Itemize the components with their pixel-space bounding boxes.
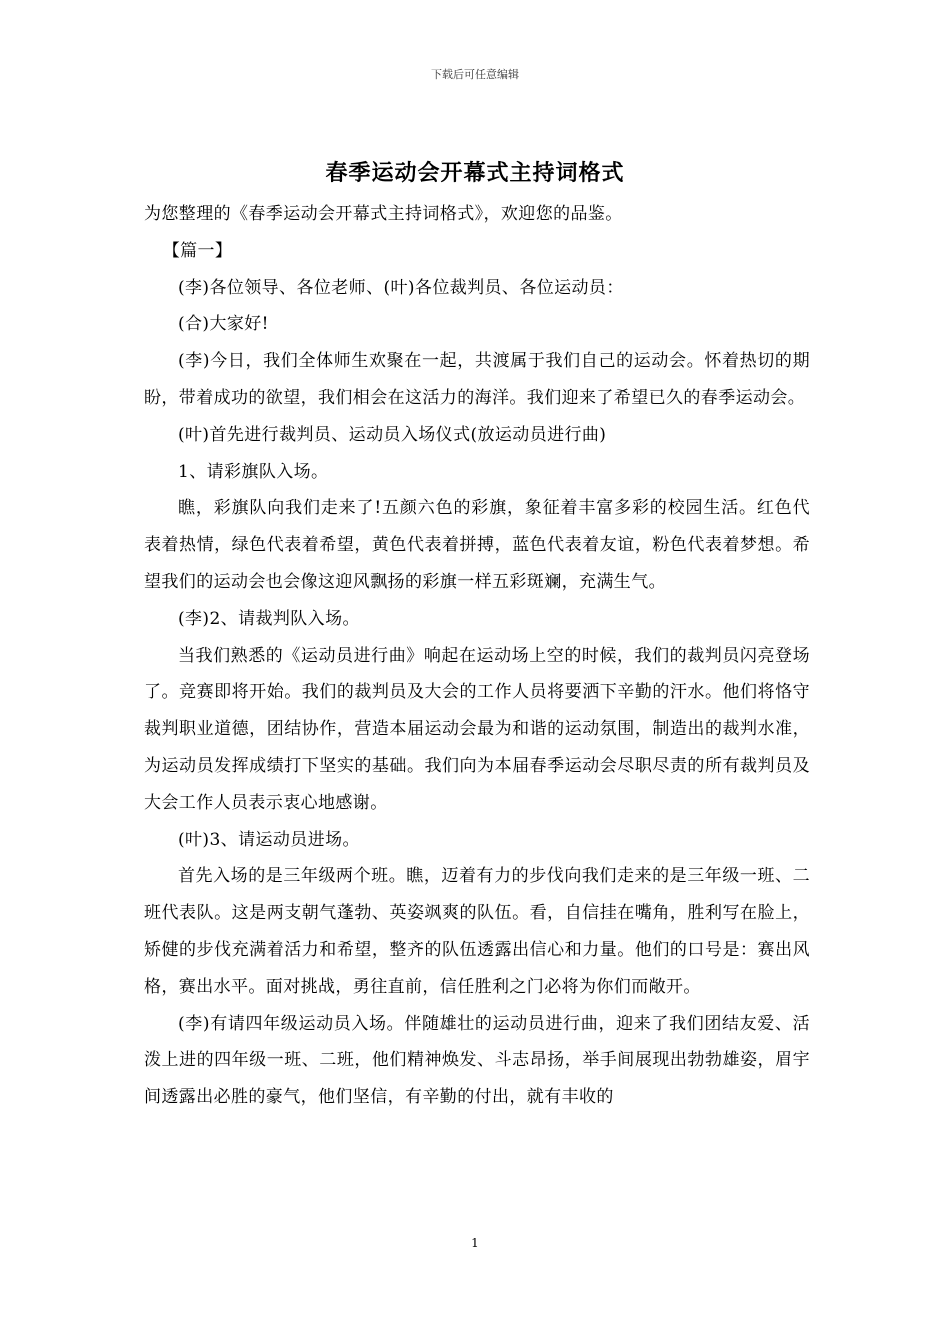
section-label: 【篇一】 — [162, 240, 233, 261]
intro-paragraph: 为您整理的《春季运动会开幕式主持词格式》，欢迎您的品鉴。 — [144, 204, 623, 224]
paragraph: 1、请彩旗队入场。 — [178, 461, 329, 482]
paragraph: (李)今日，我们全体师生欢聚在一起，共渡属于我们自己的运动会。怀着热切的期盼，带着成功的欲望，我们相会在这活力的海洋。我们迎来了希望已久的春季运动会。 — [144, 351, 810, 408]
page-number: 1 — [471, 1236, 479, 1250]
paragraph: 瞧，彩旗队向我们走来了!五颜六色的彩旗，象征着丰富多彩的校园生活。红色代表着热情，绿色代表着希望，黄色代表着拼搏，蓝色代表着友谊，粉色代表着梦想。希望我们的运动会也会像这迎风飘扬的彩旗一样五彩斑斓，充满生气。 — [144, 498, 810, 592]
paragraph: 首先入场的是三年级两个班。瞧，迈着有力的步伐向我们走来的是三年级一班、二班代表队。这是两支朝气蓬勃、英姿飒爽的队伍。看，自信挂在嘴角，胜利写在脸上，矫健的步伐充满着活力和希望，整齐的队伍透露出信心和力量。他们的口号是：赛出风格，赛出水平。面对挑战，勇往直前，信任胜利之门必将为你们而敞开。 — [144, 866, 810, 997]
paragraph: (李)2、请裁判队入场。 — [178, 608, 360, 629]
paragraph: (李)有请四年级运动员入场。伴随雄壮的运动员进行曲，迎来了我们团结友爱、活泼上进的四年级一班、二班，他们精神焕发、斗志昂扬，举手间展现出勃勃雄姿，眉宇间透露出必胜的豪气，他们坚信，有辛勤的付出，就有丰收的 — [144, 1013, 810, 1108]
paragraph: (叶)首先进行裁判员、运动员入场仪式(放运动员进行曲) — [178, 424, 607, 445]
paragraph: 当我们熟悉的《运动员进行曲》响起在运动场上空的时候，我们的裁判员闪亮登场了。竞赛即将开始。我们的裁判员及大会的工作人员将要洒下辛勤的汗水。他们将恪守裁判职业道德，团结协作，营造本届运动会最为和谐的运动氛围，制造出的裁判水准，为运动员发挥成绩打下坚实的基础。我们向为本届春季运动会尽职尽责的所有裁判员及大会工作人员表示衷心地感谢。 — [144, 645, 810, 813]
header-note: 下载后可任意编辑 — [431, 68, 519, 81]
paragraph: (合)大家好! — [178, 314, 269, 335]
document-body — [144, 196, 810, 1116]
paragraph: (李)各位领导、各位老师、(叶)各位裁判员、各位运动员： — [178, 277, 624, 298]
paragraph: (叶)3、请运动员进场。 — [178, 829, 360, 850]
document-title: 春季运动会开幕式主持词格式 — [325, 160, 625, 186]
